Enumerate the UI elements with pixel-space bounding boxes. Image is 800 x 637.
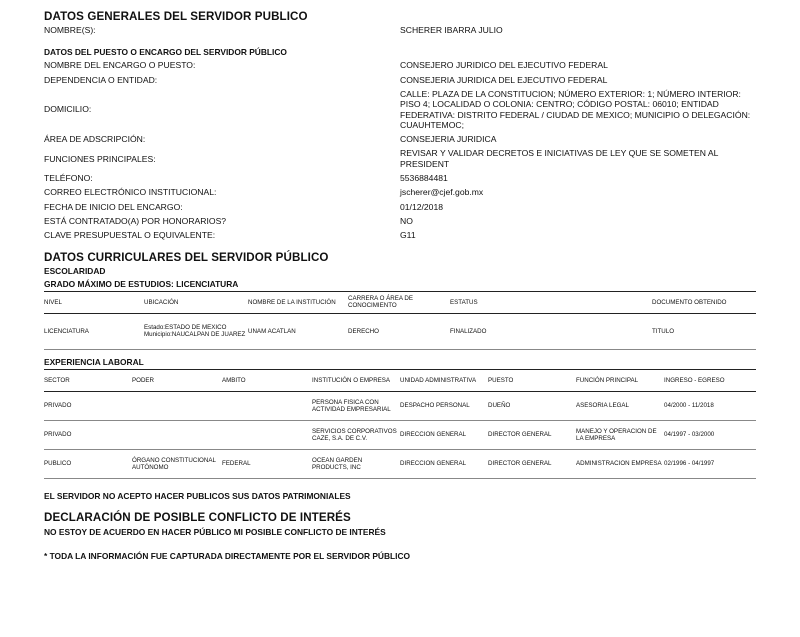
general-title: DATOS GENERALES DEL SERVIDOR PUBLICO xyxy=(44,10,308,23)
conflicto-text: NO ESTOY DE ACUERDO EN HACER PÚBLICO MI POSIBLE CONFLICTO DE INTERÉS xyxy=(44,526,386,537)
puesto-row: NOMBRE DEL ENCARGO O PUESTO: CONSEJERO JURIDICO DEL EJECUTIVO FEDERAL xyxy=(44,60,608,71)
puesto-row: DOMICILIO: CALLE: PLAZA DE LA CONSTITUCION; NÚMERO EXTERIOR: 1; NÚMERO INTERIOR: PISO 4; LOCALIDAD O COLONIA: CENTRO; CÓDIGO POSTAL: 06010; ENTIDAD FEDERATIVA: DISTRITO FEDERAL / CIUDAD DE MEXICO; MUNICIPIO O DELEGACIÓN: CUAUHTEMOC; xyxy=(44,88,751,130)
experience-table xyxy=(44,369,756,479)
name-value: SCHERER IBARRA JULIO xyxy=(400,24,503,35)
grado-label: GRADO MÁXIMO DE ESTUDIOS: LICENCIATURA xyxy=(44,278,239,289)
curricular-title: DATOS CURRICULARES DEL SERVIDOR PÚBLICO xyxy=(44,250,329,264)
education-table xyxy=(44,291,756,350)
puesto-row: ESTÁ CONTRATADO(A) POR HONORARIOS? NO xyxy=(44,216,413,227)
experiencia-title: EXPERIENCIA LABORAL xyxy=(44,356,144,367)
table-row: LICENCIATURA Estado:ESTADO DE MEXICO Municipio:NAUCALPAN DE JUAREZ UNAM ACATLAN DERECHO FINALIZADO TITULO xyxy=(44,313,756,349)
puesto-row: TELÉFONO: 5536884481 xyxy=(44,173,448,184)
puesto-row: CLAVE PRESUPUESTAL O EQUIVALENTE: G11 xyxy=(44,230,416,241)
puesto-title: DATOS DEL PUESTO O ENCARGO DEL SERVIDOR PÚBLICO xyxy=(44,47,287,58)
declaration-page xyxy=(44,10,756,561)
puesto-row: FECHA DE INICIO DEL ENCARGO: 01/12/2018 xyxy=(44,201,444,212)
name-row xyxy=(44,25,756,35)
escolaridad-label: ESCOLARIDAD xyxy=(44,265,106,276)
puesto-row: CORREO ELECTRÓNICO INSTITUCIONAL: jscherer@cjef.gob.mx xyxy=(44,187,484,198)
puesto-row: FUNCIONES PRINCIPALES: REVISAR Y VALIDAR DECRETOS E INICIATIVAS DE LEY QUE SE SOMETEN AL PRESIDENT xyxy=(44,148,719,169)
puesto-row: DEPENDENCIA O ENTIDAD: CONSEJERIA JURIDICA DEL EJECUTIVO FEDERAL xyxy=(44,74,608,85)
table-row: PRIVADO PERSONA FISICA CON ACTIVIDAD EMPRESARIAL DESPACHO PERSONAL DUEÑO ASESORIA LEGAL 04/2000 - 11/2018 xyxy=(44,391,756,420)
patrimonio-note: EL SERVIDOR NO ACEPTO HACER PUBLICOS SUS DATOS PATRIMONIALES xyxy=(44,490,351,501)
puesto-rows xyxy=(44,60,756,240)
name-label: NOMBRE(S): xyxy=(44,24,96,35)
puesto-row: ÁREA DE ADSCRIPCIÓN: CONSEJERIA JURIDICA xyxy=(44,134,497,145)
table-row: PUBLICO ÓRGANO CONSTITUCIONAL AUTÓNOMO FEDERAL OCEAN GARDEN PRODUCTS, INC DIRECCION GENERAL DIRECTOR GENERAL ADMINISTRACION EMPRESA 02/1996 - 04/1997 xyxy=(44,449,756,478)
education-header: NIVEL UBICACIÓN NOMBRE DE LA INSTITUCIÓN CARRERA O ÁREA DE CONOCIMIENTO ESTATUS DOCUMENTO OBTENIDO xyxy=(44,291,756,313)
experience-header: SECTOR PODER AMBITO INSTITUCIÓN O EMPRESA UNIDAD ADMINISTRATIVA PUESTO FUNCIÓN PRINCIPAL INGRESO - EGRESO xyxy=(44,369,756,391)
conflicto-title: DECLARACIÓN DE POSIBLE CONFLICTO DE INTERÉS xyxy=(44,510,351,524)
table-row: PRIVADO SERVICIOS CORPORATIVOS CAZE, S.A. DE C.V. DIRECCION GENERAL DIRECTOR GENERAL MANEJO Y OPERACION DE LA EMPRESA 04/1997 - 03/2000 xyxy=(44,420,756,449)
footer-note: * TODA LA INFORMACIÓN FUE CAPTURADA DIRECTAMENTE POR EL SERVIDOR PÚBLICO xyxy=(44,550,411,561)
